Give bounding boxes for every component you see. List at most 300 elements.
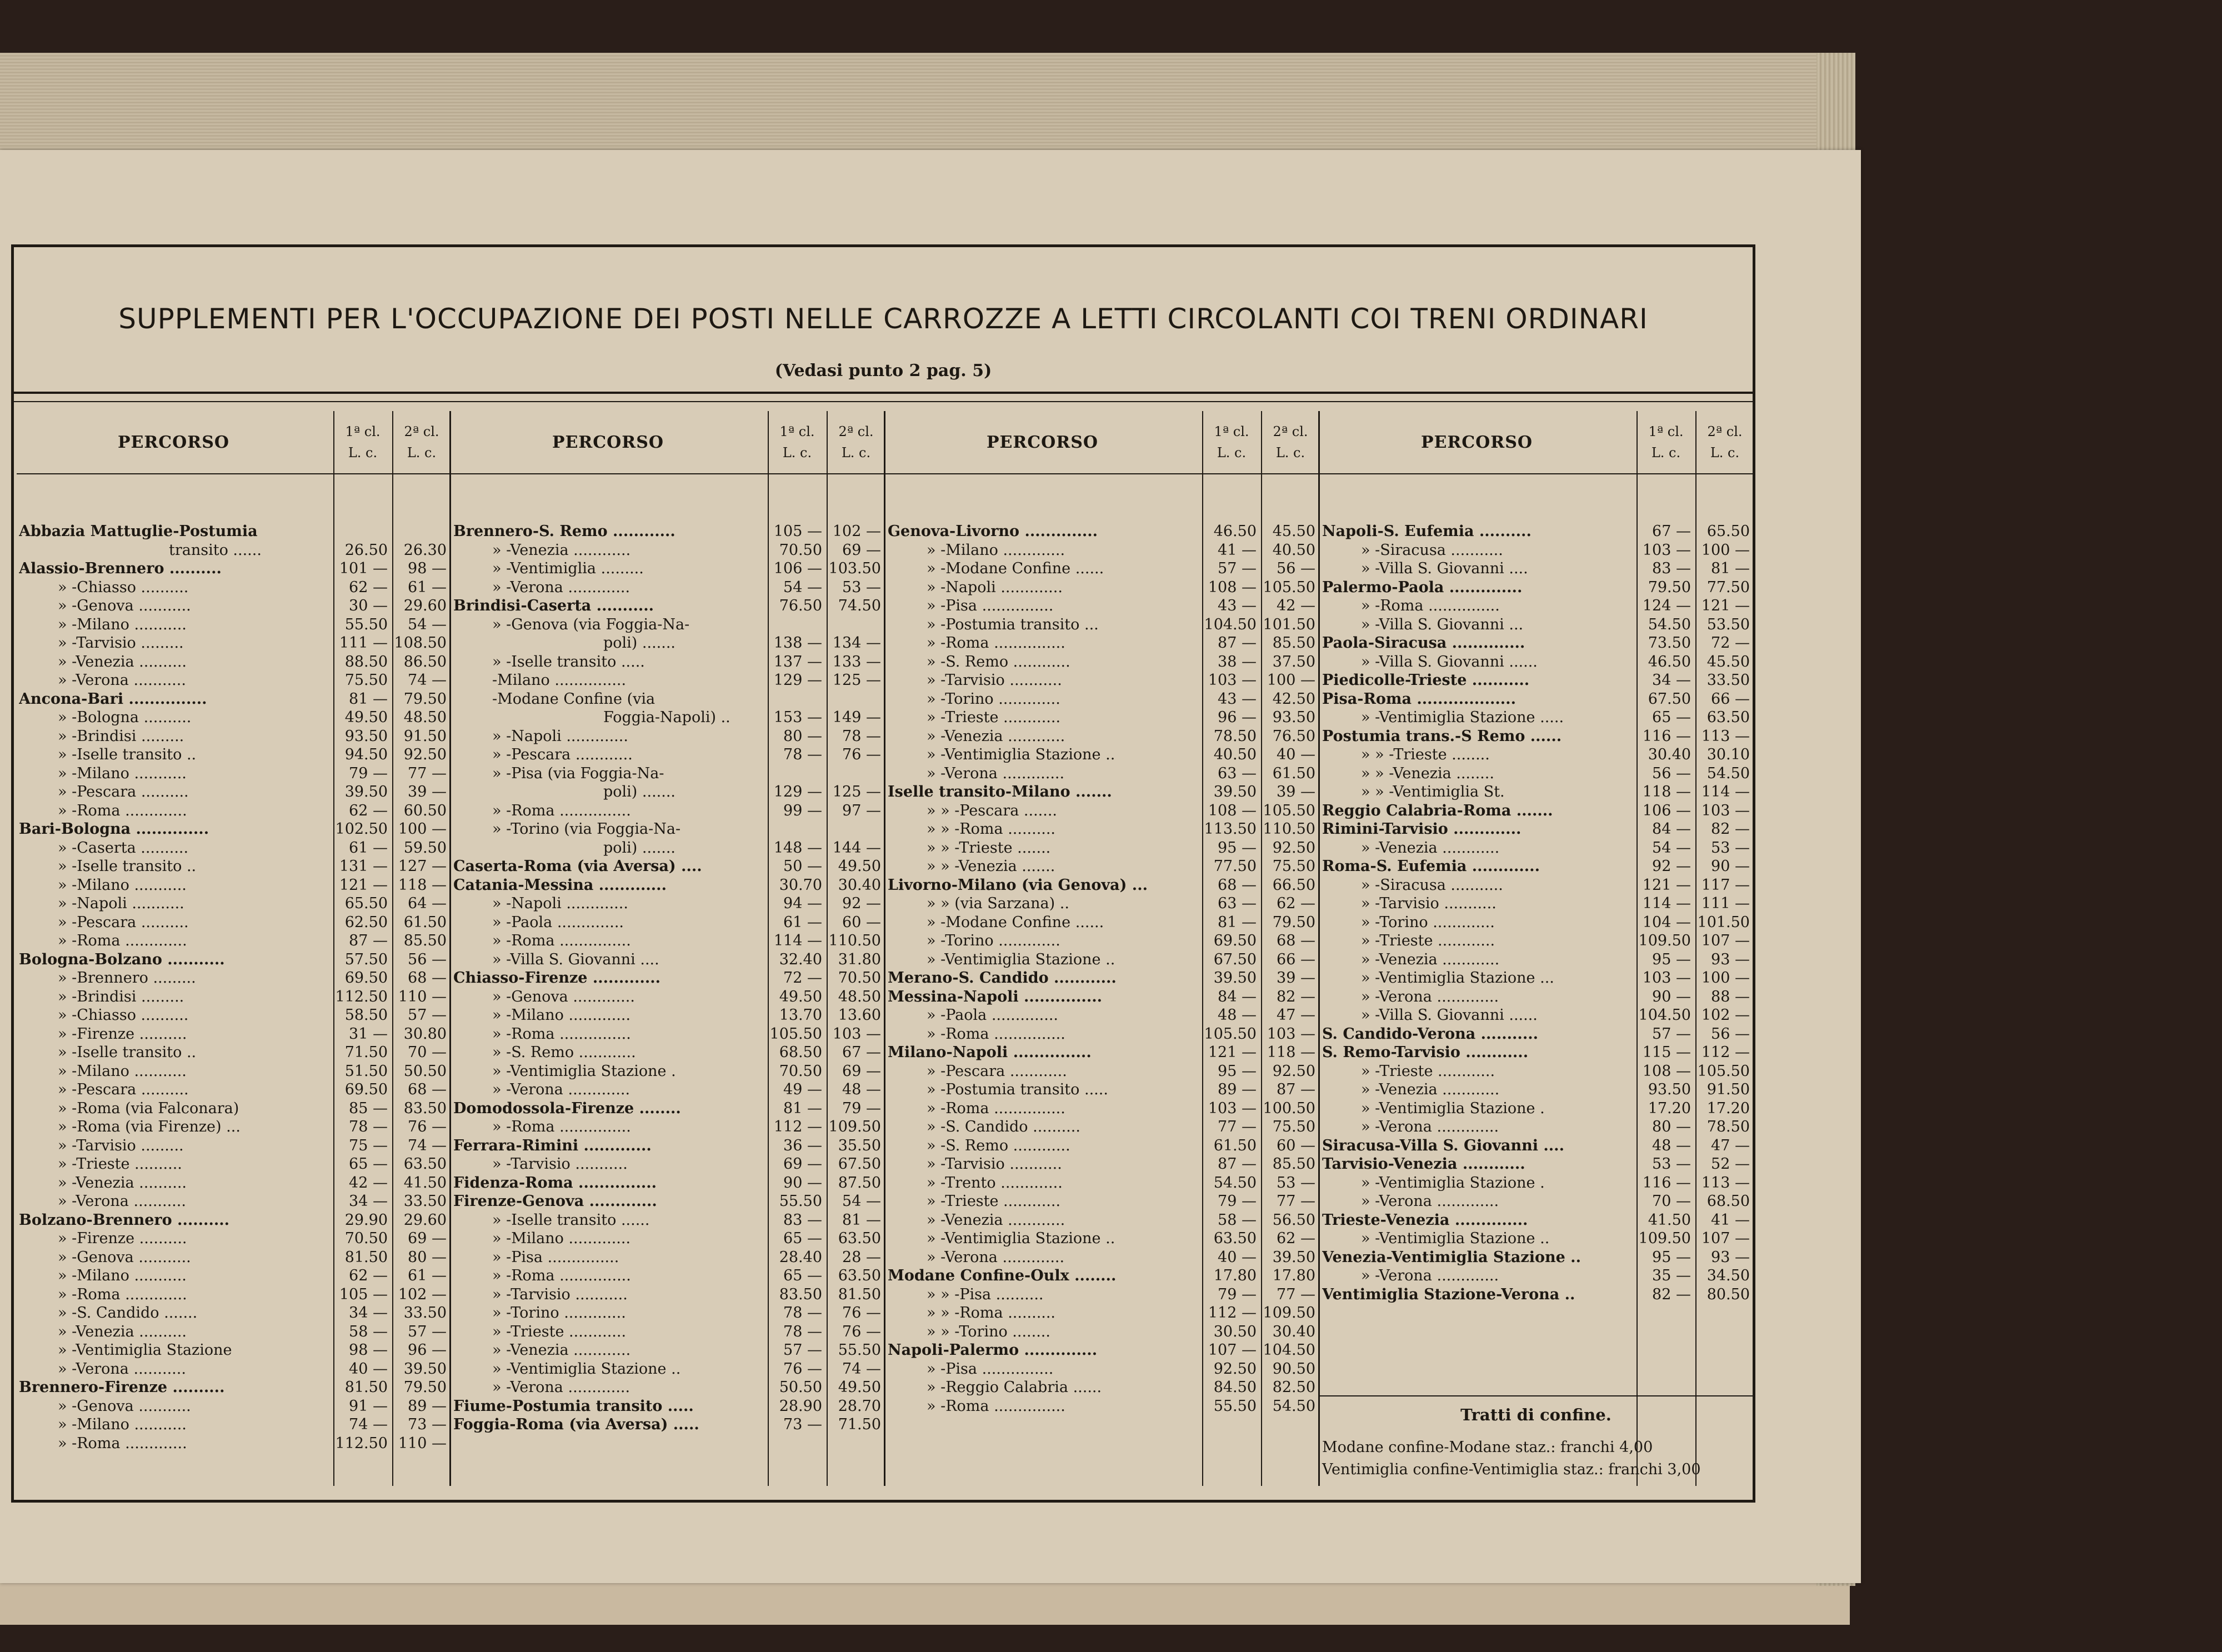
tariff-row: [1320, 541, 1754, 560]
tariff-row: [1320, 690, 1754, 709]
price-first-class: 54 —: [783, 578, 822, 596]
route-name: Caserta-Roma (via Aversa) ....: [453, 858, 702, 875]
price-first-class: 42 —: [349, 1174, 388, 1192]
tariff-row: [1320, 559, 1754, 578]
route-name: » -Genova ...........: [58, 597, 191, 614]
price-second-class: 30.10: [1706, 746, 1750, 763]
price-second-class: 121 —: [1701, 597, 1750, 614]
price-first-class: 32.40: [779, 950, 822, 968]
route-name: » -Roma ...............: [927, 1099, 1065, 1117]
route-name: » -Milano ...........: [58, 1267, 187, 1284]
price-second-class: 68 —: [408, 969, 447, 987]
price-second-class: 92.50: [403, 746, 447, 763]
price-first-class: 69.50: [344, 969, 388, 987]
route-name: Chiasso-Firenze .............: [453, 969, 661, 987]
route-name: » -Bologna ..........: [58, 709, 192, 726]
column-header: [885, 411, 1318, 474]
price-second-class: 133 —: [832, 653, 881, 670]
tariff-row: [885, 802, 1318, 820]
price-first-class: 49 —: [783, 1081, 822, 1098]
price-first-class: 61 —: [783, 913, 822, 931]
header-unit-label: L. c.: [1710, 445, 1740, 460]
tariff-row: [17, 839, 449, 858]
price-first-class: 78 —: [783, 1304, 822, 1321]
route-name: » -Milano ...........: [58, 764, 187, 782]
price-first-class: 65 —: [783, 1267, 822, 1284]
route-name: » -Pisa ...............: [492, 1248, 619, 1266]
price-first-class: 55.50: [1213, 1397, 1257, 1415]
price-second-class: 81 —: [1711, 560, 1750, 577]
price-first-class: 29.90: [344, 1211, 388, 1229]
price-second-class: 42 —: [1277, 597, 1315, 614]
price-second-class: 70 —: [408, 1044, 447, 1061]
price-second-class: 93.50: [1272, 709, 1315, 726]
tariff-row: [1320, 932, 1754, 950]
route-name: » -Milano .............: [492, 1230, 631, 1247]
route-name: Palermo-Paola ..............: [1322, 578, 1523, 596]
route-name: » -Postumia transito .....: [927, 1081, 1108, 1098]
price-second-class: 74 —: [408, 672, 447, 689]
price-first-class: 93.50: [1648, 1081, 1691, 1098]
price-second-class: 76 —: [842, 746, 881, 763]
tariff-row: [451, 1025, 884, 1044]
price-first-class: 131 —: [339, 858, 388, 875]
price-second-class: 26.30: [403, 541, 447, 559]
tariff-row: [451, 541, 884, 560]
price-second-class: 47 —: [1277, 1007, 1315, 1024]
route-name: » » -Venezia .......: [927, 858, 1055, 875]
tariff-row: [451, 1080, 884, 1099]
price-first-class: 50 —: [783, 858, 822, 875]
price-first-class: 70.50: [779, 1062, 822, 1080]
tariff-row: [1320, 1080, 1754, 1099]
price-second-class: 63.50: [1706, 709, 1750, 726]
route-name: » -Ventimiglia Stazione ...: [1361, 969, 1554, 987]
price-first-class: 112.50: [335, 988, 388, 1005]
route-name: transito ......: [169, 541, 262, 559]
tariff-row: [17, 1434, 449, 1453]
price-second-class: 90 —: [1711, 858, 1750, 875]
price-first-class: 30.40: [1648, 746, 1691, 763]
route-name: » » (via Sarzana) ..: [927, 895, 1069, 912]
route-name: » -Venezia ..........: [58, 1174, 187, 1192]
route-name: » -Venezia ............: [492, 1341, 631, 1359]
route-name: » -Firenze ..........: [58, 1025, 187, 1043]
price-second-class: 54.50: [1272, 1397, 1315, 1415]
price-first-class: 105.50: [769, 1025, 822, 1043]
price-second-class: 102 —: [832, 523, 881, 540]
tariff-row: [885, 950, 1318, 969]
tariff-row: [885, 1137, 1318, 1155]
price-second-class: 48 —: [842, 1081, 881, 1098]
route-name: Foggia-Roma (via Aversa) .....: [453, 1416, 699, 1433]
route-name: » -Verona .............: [1361, 1118, 1499, 1135]
route-name: » -Venezia ............: [492, 541, 631, 559]
route-name: » -Firenze ..........: [58, 1230, 187, 1247]
route-name: Bari-Bologna ..............: [19, 820, 209, 838]
price-first-class: 73.50: [1648, 634, 1691, 652]
header-class-2: [1695, 411, 1753, 473]
tariff-row: [451, 559, 884, 578]
price-first-class: 74 —: [349, 1416, 388, 1433]
price-first-class: 121 —: [1642, 876, 1691, 894]
price-second-class: 39 —: [1277, 783, 1315, 800]
route-name: Siracusa-Villa S. Giovanni ....: [1322, 1137, 1564, 1154]
price-second-class: 67 —: [842, 1044, 881, 1061]
price-second-class: 74.50: [838, 597, 881, 614]
route-name: » -Villa S. Giovanni ......: [1361, 1007, 1538, 1024]
book-page-edges: [0, 53, 1850, 153]
price-first-class: 95 —: [1218, 1062, 1257, 1080]
price-second-class: 76 —: [842, 1304, 881, 1321]
route-name: » -Trieste ..........: [58, 1155, 182, 1173]
price-second-class: 103 —: [1267, 1025, 1315, 1043]
route-name: » -Postumia transito ...: [927, 615, 1099, 633]
price-second-class: 49.50: [838, 858, 881, 875]
route-name: » » -Torino ........: [927, 1323, 1050, 1340]
header-class-label: 2ª cl.: [1707, 424, 1743, 439]
price-second-class: 91.50: [403, 727, 447, 745]
price-second-class: 103 —: [1701, 802, 1750, 819]
tariff-column-4: [1320, 411, 1754, 1486]
tariff-row: [885, 597, 1318, 615]
tariff-row: [1320, 913, 1754, 932]
tariff-row: [885, 894, 1318, 913]
route-name: Ancona-Bari ...............: [19, 690, 207, 708]
tariff-row: [17, 1062, 449, 1081]
tariff-row: [451, 745, 884, 764]
price-first-class: 76 —: [783, 1360, 822, 1378]
route-name: » -Torino .............: [492, 1304, 626, 1321]
tariff-row: [1320, 839, 1754, 858]
route-name: Genova-Livorno ..............: [888, 523, 1098, 540]
price-first-class: 121 —: [1208, 1044, 1257, 1061]
price-second-class: 54 —: [408, 615, 447, 633]
price-second-class: 103 —: [832, 1025, 881, 1043]
route-name: Reggio Calabria-Roma .......: [1322, 802, 1553, 819]
tariff-row: [885, 522, 1318, 541]
tariff-row: [451, 969, 884, 988]
tariff-row: [1320, 783, 1754, 802]
price-second-class: 13.60: [838, 1007, 881, 1024]
column-header: [1320, 411, 1754, 474]
route-name: » -Verona .............: [1361, 988, 1499, 1005]
column-header: [17, 411, 449, 474]
price-first-class: 138 —: [773, 634, 822, 652]
price-second-class: 61 —: [408, 578, 447, 596]
route-name: » -Tarvisio ...........: [927, 1155, 1062, 1173]
route-name: » -Venezia ..........: [58, 1323, 187, 1340]
price-first-class: 39.50: [1213, 969, 1257, 987]
tariff-row: [17, 1192, 449, 1211]
price-first-class: 69 —: [783, 1155, 822, 1173]
tariff-row: [451, 578, 884, 597]
price-second-class: 72 —: [1711, 634, 1750, 652]
header-percorso: PERCORSO: [552, 432, 664, 452]
tariff-row: [451, 1285, 884, 1304]
route-name: » -Pescara ..........: [58, 783, 189, 800]
price-first-class: 109.50: [1638, 1230, 1691, 1247]
tariff-row: [1320, 988, 1754, 1007]
price-first-class: 153 —: [773, 709, 822, 726]
tariff-row: [885, 671, 1318, 690]
tariff-row: [17, 1006, 449, 1025]
tariff-row: [1320, 1155, 1754, 1174]
price-first-class: 17.20: [1648, 1099, 1691, 1117]
tariff-row: [1320, 1099, 1754, 1118]
tariff-row: [885, 932, 1318, 950]
tariff-row: [451, 1192, 884, 1211]
route-name: » » -Pescara .......: [927, 802, 1057, 819]
price-second-class: 149 —: [832, 709, 881, 726]
price-first-class: 68.50: [779, 1044, 822, 1061]
route-name: Postumia trans.-S Remo ......: [1322, 727, 1562, 745]
price-second-class: 54 —: [842, 1193, 881, 1210]
price-first-class: 81.50: [344, 1379, 388, 1396]
price-second-class: 40 —: [1277, 746, 1315, 763]
price-second-class: 69 —: [842, 541, 881, 559]
price-second-class: 77.50: [1706, 578, 1750, 596]
tariff-row: [1320, 671, 1754, 690]
route-name: » -Ventimiglia Stazione ..: [492, 1360, 681, 1378]
route-name: » -Venezia ..........: [58, 653, 187, 670]
price-second-class: 53 —: [1277, 1174, 1315, 1192]
price-first-class: 78 —: [783, 746, 822, 763]
tariff-row: [17, 634, 449, 653]
price-first-class: 39.50: [344, 783, 388, 800]
price-second-class: 74 —: [842, 1360, 881, 1378]
tariff-row: [451, 894, 884, 913]
price-first-class: 116 —: [1642, 1174, 1691, 1192]
price-second-class: 39.50: [1272, 1248, 1315, 1266]
tariff-row: [451, 802, 884, 820]
price-first-class: 112 —: [773, 1118, 822, 1135]
price-second-class: 39 —: [408, 783, 447, 800]
tariff-row: [17, 876, 449, 895]
price-first-class: 104.50: [1204, 615, 1257, 633]
route-name: » -Verona ...........: [58, 1193, 186, 1210]
price-first-class: 106 —: [1642, 802, 1691, 819]
price-second-class: 53.50: [1706, 615, 1750, 633]
price-second-class: 64 —: [408, 895, 447, 912]
price-first-class: 96 —: [1218, 709, 1257, 726]
price-first-class: 57.50: [344, 950, 388, 968]
price-first-class: 98 —: [349, 1341, 388, 1359]
route-name: » -Reggio Calabria ......: [927, 1379, 1102, 1396]
price-first-class: 93.50: [344, 727, 388, 745]
price-first-class: 54 —: [1652, 839, 1691, 857]
price-first-class: 79.50: [1648, 578, 1691, 596]
price-second-class: 96 —: [408, 1341, 447, 1359]
price-first-class: 94 —: [783, 895, 822, 912]
price-first-class: 13.70: [779, 1007, 822, 1024]
price-first-class: 68 —: [1218, 876, 1257, 894]
tariff-row: [1320, 615, 1754, 634]
price-second-class: 74 —: [408, 1137, 447, 1154]
price-first-class: 92 —: [1652, 858, 1691, 875]
tariff-row: [885, 913, 1318, 932]
price-second-class: 71.50: [838, 1416, 881, 1433]
route-name: » -Milano ...........: [58, 876, 187, 894]
tariff-row: [17, 1285, 449, 1304]
tariff-row: [451, 634, 884, 653]
tariff-row: [885, 1080, 1318, 1099]
route-name: » -Pescara ............: [492, 746, 633, 763]
price-second-class: 76.50: [1272, 727, 1315, 745]
tariff-row: [17, 522, 449, 541]
tariff-row: [885, 988, 1318, 1007]
route-name: » -Ventimiglia Stazione: [58, 1341, 232, 1359]
price-first-class: 46.50: [1213, 523, 1257, 540]
route-name: » -Verona .............: [927, 1248, 1065, 1266]
tariff-row: [17, 578, 449, 597]
tariff-row: [1320, 1043, 1754, 1062]
price-first-class: 48 —: [1218, 1007, 1257, 1024]
header-unit-label: L. c.: [782, 445, 812, 460]
price-first-class: 39.50: [1213, 783, 1257, 800]
price-second-class: 117 —: [1701, 876, 1750, 894]
price-first-class: 67.50: [1213, 950, 1257, 968]
route-name: » -Trieste ............: [927, 1193, 1061, 1210]
price-first-class: 95 —: [1218, 839, 1257, 857]
tariff-row: [885, 745, 1318, 764]
price-first-class: 108 —: [1208, 802, 1257, 819]
tariff-row: [1320, 597, 1754, 615]
price-second-class: 107 —: [1701, 1230, 1750, 1247]
price-first-class: 63.50: [1213, 1230, 1257, 1247]
price-first-class: 17.80: [1213, 1267, 1257, 1284]
tariff-row: [885, 634, 1318, 653]
tariff-row: [451, 615, 884, 634]
route-name: » -Ventimiglia Stazione ..: [927, 746, 1115, 763]
tariff-row: [1320, 1062, 1754, 1081]
tariff-row: [17, 1415, 449, 1434]
route-name: » -S. Candido .......: [58, 1304, 198, 1321]
route-name: Rimini-Tarvisio .............: [1322, 820, 1522, 838]
route-name: » -Iselle transito .....: [492, 653, 645, 670]
tariff-row: [17, 1248, 449, 1267]
price-first-class: 75.50: [344, 672, 388, 689]
price-first-class: 95 —: [1652, 1248, 1691, 1266]
route-name: » -Venezia ............: [1361, 950, 1500, 968]
price-first-class: 90 —: [783, 1174, 822, 1192]
tariff-row: [17, 950, 449, 969]
price-first-class: 106 —: [773, 560, 822, 577]
header-percorso: PERCORSO: [986, 432, 1099, 452]
tariff-column-3: [885, 411, 1320, 1486]
route-name: Catania-Messina .............: [453, 876, 667, 894]
price-first-class: 81 —: [349, 690, 388, 708]
price-first-class: 38 —: [1218, 653, 1257, 670]
price-second-class: 110.50: [828, 932, 881, 949]
route-name: » -Venezia ............: [1361, 839, 1500, 857]
tariff-row: [17, 1304, 449, 1323]
tariff-row: [451, 1378, 884, 1397]
price-second-class: 69 —: [408, 1230, 447, 1247]
price-first-class: 78.50: [1213, 727, 1257, 745]
tariff-row: [451, 708, 884, 727]
header-class-1: [768, 411, 825, 473]
tariff-row: [451, 1397, 884, 1416]
price-second-class: 56 —: [1711, 1025, 1750, 1043]
price-first-class: 104 —: [1642, 913, 1691, 931]
tariff-row: [17, 1118, 449, 1137]
tariff-row: [1320, 1006, 1754, 1025]
price-first-class: 30.70: [779, 876, 822, 894]
tariff-row: [17, 1378, 449, 1397]
header-class-1: [333, 411, 391, 473]
route-name: » -Roma ...............: [1361, 597, 1500, 614]
route-name: » -Trieste ............: [1361, 1062, 1495, 1080]
route-name: Pisa-Roma ...................: [1322, 690, 1516, 708]
tariff-row: [17, 894, 449, 913]
price-first-class: 65 —: [349, 1155, 388, 1173]
price-first-class: 65 —: [783, 1230, 822, 1247]
price-first-class: 30.50: [1213, 1323, 1257, 1340]
price-first-class: 87 —: [349, 932, 388, 949]
route-name: » -Siracusa ...........: [1361, 876, 1503, 894]
price-first-class: 46.50: [1648, 653, 1691, 670]
price-first-class: 62.50: [344, 913, 388, 931]
price-first-class: 91 —: [349, 1397, 388, 1415]
price-first-class: 67.50: [1648, 690, 1691, 708]
tariff-row: [451, 950, 884, 969]
route-name: » -Torino (via Foggia-Na-: [492, 820, 681, 838]
price-first-class: 112.50: [335, 1434, 388, 1452]
price-first-class: 108 —: [1208, 578, 1257, 596]
price-first-class: 79 —: [1218, 1193, 1257, 1210]
route-name: Iselle transito-Milano .......: [888, 783, 1112, 800]
tariff-row: [1320, 802, 1754, 820]
tariff-row: [885, 764, 1318, 783]
price-second-class: 29.60: [403, 1211, 447, 1229]
price-first-class: 48 —: [1652, 1137, 1691, 1154]
route-name: » -Roma .............: [58, 802, 187, 819]
route-name: » -Roma ...............: [927, 634, 1065, 652]
route-name: » » -Roma ..........: [927, 1304, 1056, 1321]
route-name: » -S. Remo ............: [927, 1137, 1070, 1154]
price-first-class: 70 —: [1652, 1193, 1691, 1210]
price-second-class: 28.70: [838, 1397, 881, 1415]
route-name: » -Venezia ............: [927, 1211, 1065, 1229]
price-second-class: 40.50: [1272, 541, 1315, 559]
tariff-row: [451, 727, 884, 746]
confine-rule: [1320, 1395, 1754, 1396]
route-name: » -Paola ..............: [927, 1007, 1059, 1024]
price-second-class: 127 —: [398, 858, 447, 875]
price-first-class: 89 —: [1218, 1081, 1257, 1098]
price-first-class: 62 —: [349, 802, 388, 819]
route-name: » -Venezia ............: [1361, 1081, 1500, 1098]
price-second-class: 33.50: [1706, 672, 1750, 689]
tariff-row: [17, 857, 449, 876]
price-first-class: 35 —: [1652, 1267, 1691, 1284]
tariff-row: [17, 541, 449, 560]
price-second-class: 92 —: [842, 895, 881, 912]
price-second-class: 17.20: [1706, 1099, 1750, 1117]
tariff-row: [885, 839, 1318, 858]
price-second-class: 105.50: [1697, 1062, 1750, 1080]
tariff-row: [1320, 894, 1754, 913]
tariff-row: [17, 1229, 449, 1248]
tariff-row: [451, 764, 884, 783]
price-first-class: 83.50: [779, 1285, 822, 1303]
price-first-class: 84 —: [1652, 820, 1691, 838]
header-unit-label: L. c.: [1275, 445, 1305, 460]
price-second-class: 75.50: [1272, 858, 1315, 875]
route-name: » -Pisa ...............: [927, 1360, 1054, 1378]
tariff-row: [17, 1155, 449, 1174]
